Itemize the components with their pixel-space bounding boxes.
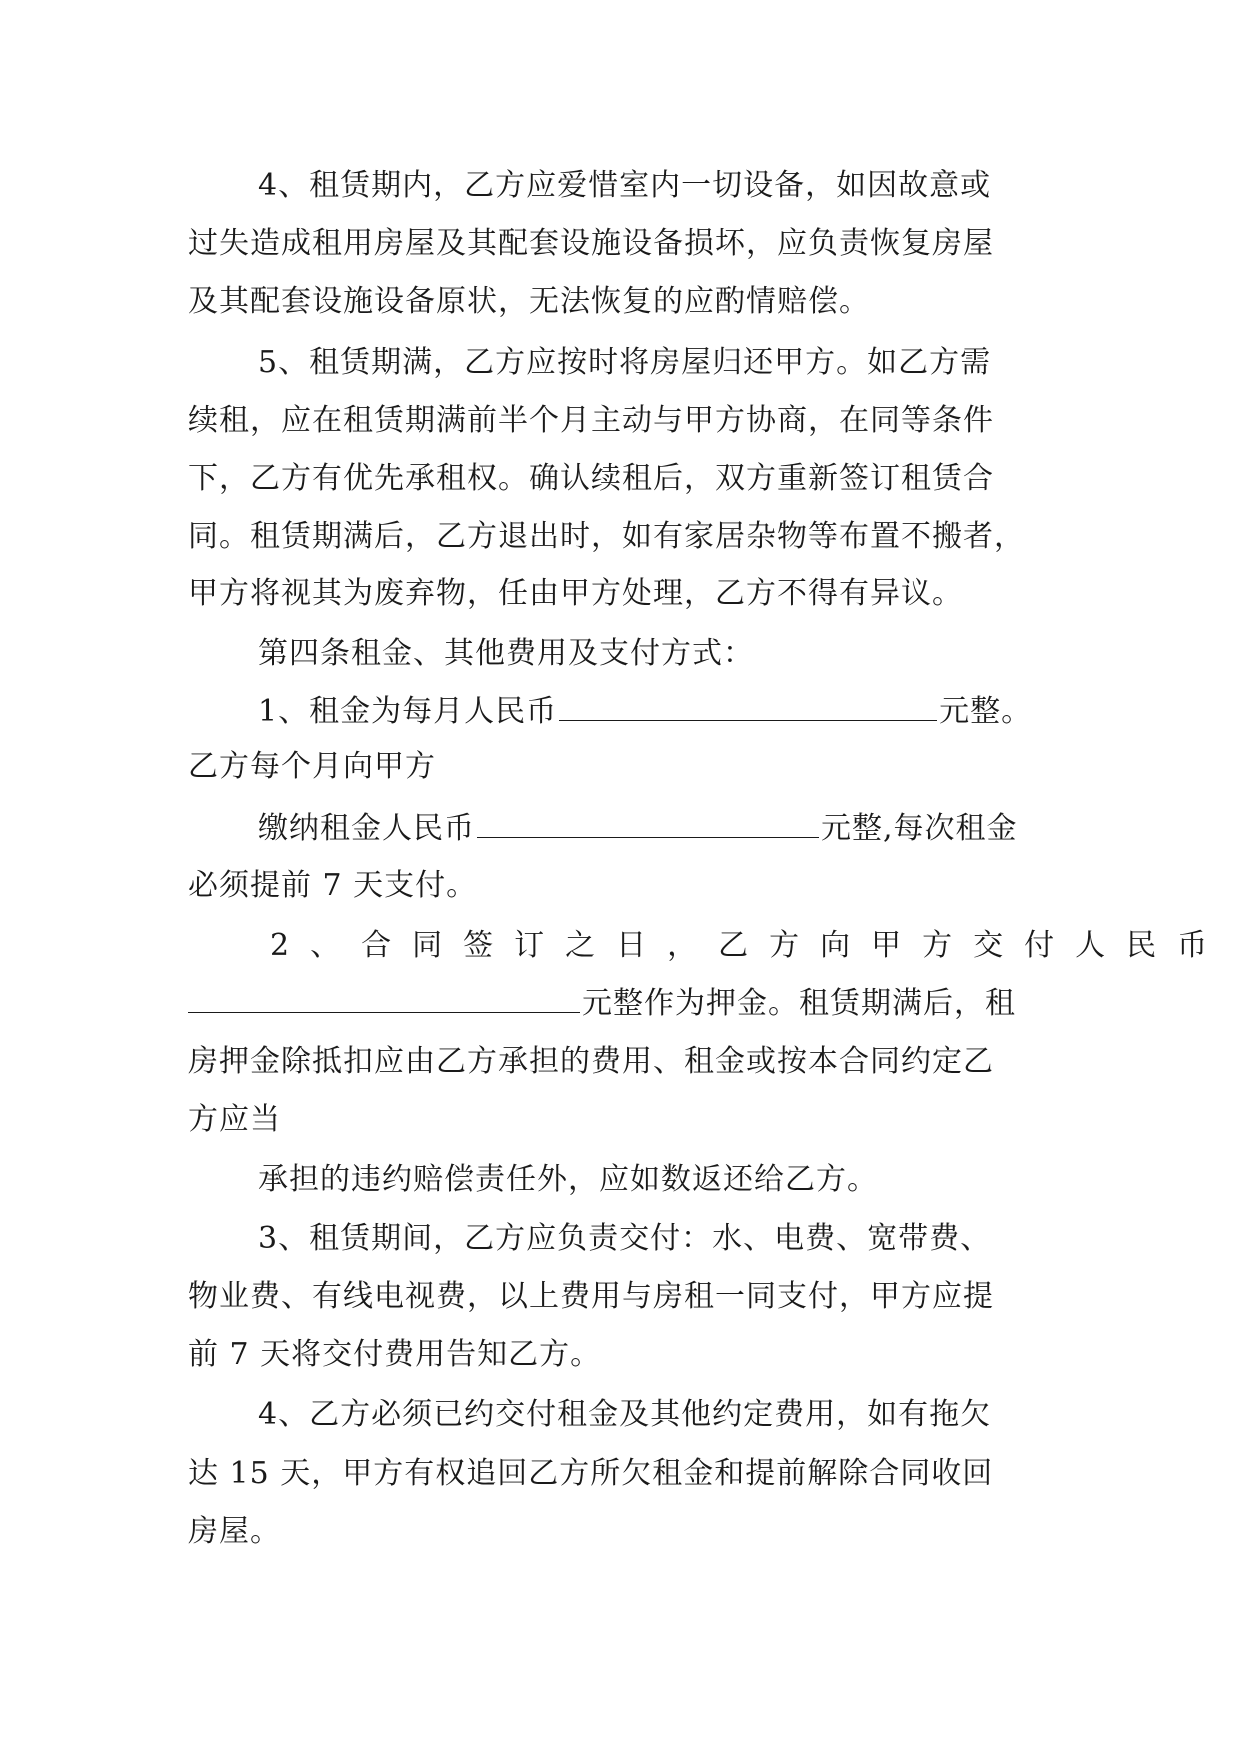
deposit-line-1: 2、合同签订之日，乙方向甲方交付人民币 — [270, 928, 1229, 963]
clause-3-item-4-line-3: 及其配套设施设备原状，无法恢复的应酌情赔偿。 — [188, 284, 870, 319]
clause-3-item-5-line-5: 甲方将视其为废弃物，任由甲方处理，乙方不得有异议。 — [188, 576, 963, 611]
rent-payment-label: 缴纳租金人民币 — [258, 811, 475, 846]
deposit-amount-line — [188, 984, 1016, 1024]
clause-3-item-5-line-3: 下，乙方有优先承租权。确认续租后，双方重新签订租赁合 — [188, 461, 994, 496]
rent-amount-blank — [559, 692, 937, 721]
rent-amount-label: 1、租金为每月人民币 — [258, 694, 558, 729]
clause-3-item-4-line-1: 4、租赁期内，乙方应爱惜室内一切设备，如因故意或 — [258, 168, 992, 203]
deposit-amount-text: 元整作为押金。租赁期满后，租 — [582, 986, 1016, 1021]
clause-4-item-4-line-2: 达 15 天，甲方有权追回乙方所欠租金和提前解除合同收回 — [188, 1456, 994, 1491]
rent-payment-line-1: 乙方每个月向甲方 — [188, 749, 436, 784]
deposit-line-4: 方应当 — [188, 1102, 281, 1137]
rent-payment-blank — [477, 809, 819, 838]
clause-4-item-4-line-3: 房屋。 — [188, 1514, 281, 1549]
clause-4-item-4-line-1: 4、乙方必须已约交付租金及其他约定费用，如有拖欠 — [258, 1397, 992, 1432]
clause-3-item-5-line-4: 同。租赁期满后，乙方退出时，如有家居杂物等布置不搬者， — [188, 519, 1025, 554]
clause-3-item-5-line-1: 5、租赁期满，乙方应按时将房屋归还甲方。如乙方需 — [258, 345, 992, 380]
rent-payment-unit: 元整,每次租金 — [821, 811, 1018, 846]
clause-4-item-3-line-3: 前 7 天将交付费用告知乙方。 — [188, 1337, 602, 1372]
clause-4-item-3-line-1: 3、租赁期间，乙方应负责交付：水、电费、宽带费、 — [258, 1221, 992, 1256]
deposit-line-5: 承担的违约赔偿责任外，应如数返还给乙方。 — [258, 1162, 878, 1197]
rent-payment-amount-line — [258, 809, 1018, 849]
clause-3-item-4-line-2: 过失造成租用房屋及其配套设施设备损坏，应负责恢复房屋 — [188, 226, 994, 261]
rent-amount-unit: 元整。 — [939, 694, 1033, 729]
deposit-line-3: 房押金除抵扣应由乙方承担的费用、租金或按本合同约定乙 — [188, 1044, 994, 1079]
rent-amount-line — [258, 692, 1032, 732]
clause-4-item-3-line-2: 物业费、有线电视费，以上费用与房租一同支付，甲方应提 — [188, 1279, 994, 1314]
deposit-amount-blank — [188, 984, 580, 1013]
clause-3-item-5-line-2: 续租，应在租赁期满前半个月主动与甲方协商，在同等条件 — [188, 403, 994, 438]
rent-payment-deadline: 必须提前 7 天支付。 — [188, 868, 478, 903]
clause-4-heading: 第四条租金、其他费用及支付方式： — [258, 636, 754, 671]
